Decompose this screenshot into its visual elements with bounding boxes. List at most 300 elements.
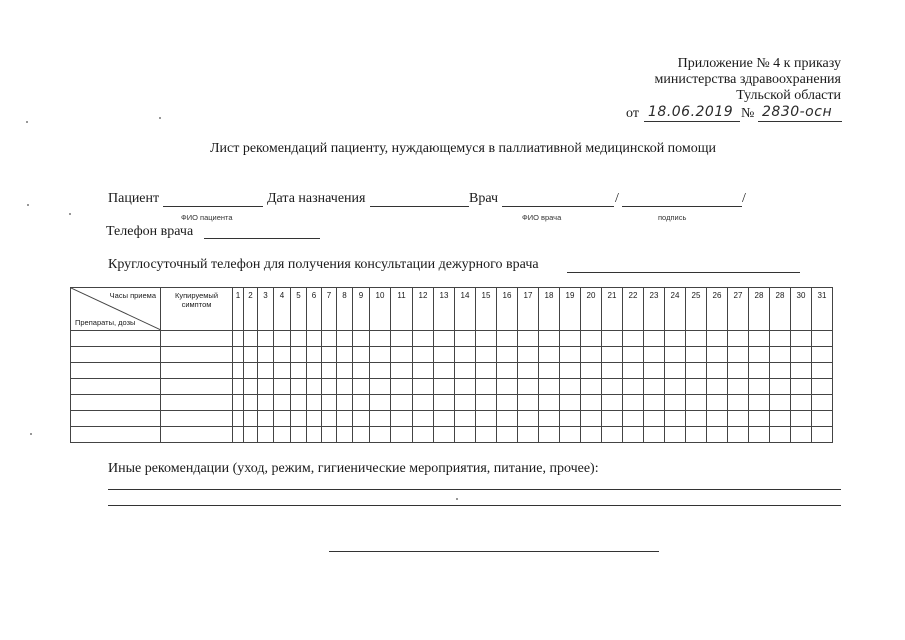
day-number: 14 [460, 291, 470, 300]
day-cell[interactable] [602, 411, 623, 427]
day-cell[interactable] [728, 427, 749, 443]
day-cell[interactable] [337, 379, 353, 395]
day-header-cell [686, 288, 707, 331]
drug-dose-cell[interactable] [71, 427, 161, 443]
day-cell[interactable] [560, 331, 581, 347]
day-cell[interactable] [707, 331, 728, 347]
table-row [71, 331, 833, 347]
day-cell[interactable] [476, 379, 497, 395]
day-cell[interactable] [812, 395, 833, 411]
day-cell[interactable] [391, 411, 413, 427]
day-cell[interactable] [707, 379, 728, 395]
day-cell[interactable] [291, 363, 307, 379]
day-cell[interactable] [581, 347, 602, 363]
day-cell[interactable] [623, 395, 644, 411]
day-cell[interactable] [581, 331, 602, 347]
day-cell[interactable] [602, 347, 623, 363]
symptom-cell[interactable] [161, 331, 233, 347]
day-cell[interactable] [434, 347, 455, 363]
day-cell[interactable] [291, 347, 307, 363]
header-line-1: Приложение № 4 к приказу [677, 56, 841, 71]
day-cell[interactable] [707, 411, 728, 427]
day-cell[interactable] [258, 411, 274, 427]
drug-dose-cell[interactable] [71, 379, 161, 395]
day-cell[interactable] [539, 395, 560, 411]
day-cell[interactable] [274, 347, 291, 363]
day-cell[interactable] [322, 427, 337, 443]
day-cell[interactable] [497, 427, 518, 443]
day-cell[interactable] [791, 347, 812, 363]
day-cell[interactable] [258, 347, 274, 363]
day-number: 11 [397, 291, 406, 300]
day-cell[interactable] [337, 427, 353, 443]
day-cell[interactable] [686, 363, 707, 379]
day-cell[interactable] [749, 427, 770, 443]
day-number: 4 [279, 291, 285, 300]
day-cell[interactable] [707, 363, 728, 379]
day-cell[interactable] [244, 411, 258, 427]
day-cell[interactable] [233, 347, 244, 363]
day-cell[interactable] [476, 427, 497, 443]
day-cell[interactable] [322, 395, 337, 411]
day-cell[interactable] [791, 395, 812, 411]
day-cell[interactable] [560, 395, 581, 411]
day-cell[interactable] [413, 331, 434, 347]
day-cell[interactable] [812, 427, 833, 443]
day-cell[interactable] [686, 331, 707, 347]
day-cell[interactable] [322, 347, 337, 363]
day-cell[interactable] [623, 331, 644, 347]
day-header-cell [497, 288, 518, 331]
day-cell[interactable] [413, 363, 434, 379]
day-cell[interactable] [728, 363, 749, 379]
day-cell[interactable] [581, 427, 602, 443]
day-cell[interactable] [434, 331, 455, 347]
day-header-cell [258, 288, 274, 331]
day-cell[interactable] [518, 411, 539, 427]
day-cell[interactable] [291, 331, 307, 347]
day-cell[interactable] [728, 379, 749, 395]
scan-speck [27, 204, 29, 206]
day-cell[interactable] [476, 395, 497, 411]
day-cell[interactable] [812, 347, 833, 363]
day-cell[interactable] [497, 379, 518, 395]
day-cell[interactable] [581, 411, 602, 427]
symptom-cell[interactable] [161, 427, 233, 443]
day-cell[interactable] [244, 427, 258, 443]
day-cell[interactable] [434, 411, 455, 427]
day-number: 27 [733, 291, 743, 300]
day-cell[interactable] [353, 331, 370, 347]
day-cell[interactable] [434, 379, 455, 395]
table-header-row [71, 288, 833, 331]
day-cell[interactable] [560, 379, 581, 395]
hotline-label: Круглосуточный телефон для получения консультации дежурного врача [108, 257, 539, 272]
day-cell[interactable] [233, 395, 244, 411]
day-cell[interactable] [644, 395, 665, 411]
day-cell[interactable] [623, 379, 644, 395]
day-cell[interactable] [686, 347, 707, 363]
day-cell[interactable] [749, 347, 770, 363]
day-cell[interactable] [413, 395, 434, 411]
day-cell[interactable] [233, 363, 244, 379]
symptom-cell[interactable] [161, 411, 233, 427]
drugs-header: Препараты, дозы [75, 318, 136, 327]
day-cell[interactable] [391, 379, 413, 395]
day-cell[interactable] [353, 363, 370, 379]
day-cell[interactable] [337, 363, 353, 379]
day-cell[interactable] [623, 427, 644, 443]
medication-schedule-table [70, 287, 833, 443]
day-header-cell [665, 288, 686, 331]
day-header-cell [274, 288, 291, 331]
day-cell[interactable] [244, 395, 258, 411]
day-cell[interactable] [602, 331, 623, 347]
day-cell[interactable] [391, 427, 413, 443]
day-cell[interactable] [353, 411, 370, 427]
doctor-phone-field[interactable] [204, 238, 320, 239]
day-cell[interactable] [665, 411, 686, 427]
day-header-cell [322, 288, 337, 331]
day-cell[interactable] [539, 363, 560, 379]
day-cell[interactable] [665, 395, 686, 411]
day-cell[interactable] [274, 411, 291, 427]
day-cell[interactable] [476, 411, 497, 427]
day-cell[interactable] [518, 363, 539, 379]
day-cell[interactable] [686, 427, 707, 443]
day-number: 22 [628, 291, 638, 300]
day-cell[interactable] [291, 379, 307, 395]
hotline-field[interactable] [567, 272, 800, 273]
recommendations-line-2[interactable] [108, 505, 841, 506]
day-cell[interactable] [337, 411, 353, 427]
day-cell[interactable] [413, 347, 434, 363]
day-cell[interactable] [391, 331, 413, 347]
day-cell[interactable] [728, 331, 749, 347]
day-cell[interactable] [353, 427, 370, 443]
day-cell[interactable] [391, 347, 413, 363]
day-cell[interactable] [244, 379, 258, 395]
symptom-cell[interactable] [161, 395, 233, 411]
day-cell[interactable] [644, 379, 665, 395]
day-cell[interactable] [307, 427, 322, 443]
day-cell[interactable] [413, 427, 434, 443]
day-cell[interactable] [602, 379, 623, 395]
day-cell[interactable] [274, 379, 291, 395]
day-cell[interactable] [434, 395, 455, 411]
day-header-cell [791, 288, 812, 331]
day-cell[interactable] [497, 411, 518, 427]
day-cell[interactable] [233, 427, 244, 443]
day-cell[interactable] [274, 331, 291, 347]
day-cell[interactable] [518, 395, 539, 411]
day-cell[interactable] [623, 411, 644, 427]
day-cell[interactable] [233, 331, 244, 347]
day-cell[interactable] [791, 379, 812, 395]
drug-dose-cell[interactable] [71, 395, 161, 411]
patient-field[interactable] [163, 206, 263, 207]
day-number: 30 [796, 291, 806, 300]
day-header-cell [337, 288, 353, 331]
day-cell[interactable] [258, 427, 274, 443]
day-cell[interactable] [233, 411, 244, 427]
symptom-cell[interactable] [161, 379, 233, 395]
day-cell[interactable] [749, 331, 770, 347]
day-cell[interactable] [749, 363, 770, 379]
day-cell[interactable] [244, 331, 258, 347]
day-cell[interactable] [455, 379, 476, 395]
day-cell[interactable] [337, 395, 353, 411]
day-number: 9 [358, 291, 364, 300]
day-cell[interactable] [258, 379, 274, 395]
day-cell[interactable] [539, 411, 560, 427]
day-cell[interactable] [770, 427, 791, 443]
day-number: 6 [311, 291, 317, 300]
day-cell[interactable] [665, 379, 686, 395]
day-cell[interactable] [370, 395, 391, 411]
day-cell[interactable] [749, 395, 770, 411]
day-cell[interactable] [539, 427, 560, 443]
day-cell[interactable] [707, 427, 728, 443]
day-cell[interactable] [476, 363, 497, 379]
day-cell[interactable] [476, 347, 497, 363]
day-number: 28 [754, 291, 764, 300]
day-cell[interactable] [665, 427, 686, 443]
day-cell[interactable] [307, 347, 322, 363]
day-cell[interactable] [665, 363, 686, 379]
day-cell[interactable] [728, 395, 749, 411]
day-cell[interactable] [581, 379, 602, 395]
day-number: 25 [691, 291, 701, 300]
day-cell[interactable] [391, 363, 413, 379]
day-cell[interactable] [539, 331, 560, 347]
day-cell[interactable] [497, 347, 518, 363]
day-cell[interactable] [322, 363, 337, 379]
scan-speck [69, 213, 71, 215]
symptom-header: Купируемый симптом [174, 291, 219, 309]
day-cell[interactable] [812, 411, 833, 427]
day-cell[interactable] [337, 347, 353, 363]
day-number: 20 [586, 291, 596, 300]
day-number: 5 [296, 291, 301, 300]
day-cell[interactable] [307, 411, 322, 427]
day-cell[interactable] [602, 395, 623, 411]
day-number: 23 [649, 291, 659, 300]
day-cell[interactable] [370, 427, 391, 443]
day-cell[interactable] [560, 411, 581, 427]
day-header-cell [413, 288, 434, 331]
table-row [71, 411, 833, 427]
day-cell[interactable] [244, 363, 258, 379]
day-cell[interactable] [644, 427, 665, 443]
day-cell[interactable] [686, 395, 707, 411]
day-cell[interactable] [791, 411, 812, 427]
day-number: 28 [775, 291, 785, 300]
day-number: 1 [235, 291, 241, 300]
day-cell[interactable] [581, 395, 602, 411]
doctor-field[interactable] [502, 206, 614, 207]
signature-field[interactable] [622, 206, 742, 207]
day-cell[interactable] [455, 347, 476, 363]
day-cell[interactable] [337, 331, 353, 347]
scan-speck [159, 117, 161, 119]
day-header-cell [291, 288, 307, 331]
day-cell[interactable] [258, 395, 274, 411]
day-cell[interactable] [623, 347, 644, 363]
day-cell[interactable] [812, 363, 833, 379]
page-title: Лист рекомендаций пациенту, нуждающемуся в паллиативной медицинской помощи [210, 141, 717, 156]
day-cell[interactable] [518, 427, 539, 443]
day-cell[interactable] [644, 363, 665, 379]
day-cell[interactable] [434, 427, 455, 443]
day-cell[interactable] [455, 411, 476, 427]
day-cell[interactable] [749, 411, 770, 427]
symptom-cell[interactable] [161, 347, 233, 363]
day-cell[interactable] [274, 395, 291, 411]
day-cell[interactable] [770, 363, 791, 379]
day-cell[interactable] [770, 347, 791, 363]
day-cell[interactable] [353, 395, 370, 411]
day-cell[interactable] [602, 427, 623, 443]
patient-caption: ФИО пациента [181, 213, 233, 222]
day-cell[interactable] [455, 363, 476, 379]
day-cell[interactable] [353, 347, 370, 363]
day-number: 3 [263, 291, 268, 300]
day-cell[interactable] [518, 379, 539, 395]
day-cell[interactable] [476, 331, 497, 347]
symptom-cell[interactable] [161, 363, 233, 379]
day-cell[interactable] [434, 363, 455, 379]
day-cell[interactable] [497, 363, 518, 379]
patient-label: Пациент [108, 191, 160, 206]
day-header-cell [455, 288, 476, 331]
day-cell[interactable] [812, 379, 833, 395]
day-cell[interactable] [665, 331, 686, 347]
day-cell[interactable] [291, 427, 307, 443]
drug-dose-cell[interactable] [71, 347, 161, 363]
day-header-cell [307, 288, 322, 331]
day-cell[interactable] [707, 347, 728, 363]
day-cell[interactable] [307, 363, 322, 379]
day-cell[interactable] [749, 379, 770, 395]
day-cell[interactable] [707, 395, 728, 411]
day-number: 7 [326, 291, 332, 300]
day-cell[interactable] [539, 347, 560, 363]
day-cell[interactable] [791, 363, 812, 379]
day-cell[interactable] [560, 363, 581, 379]
day-cell[interactable] [322, 411, 337, 427]
day-cell[interactable] [413, 411, 434, 427]
day-cell[interactable] [455, 427, 476, 443]
day-cell[interactable] [258, 331, 274, 347]
day-cell[interactable] [322, 379, 337, 395]
day-cell[interactable] [560, 427, 581, 443]
day-cell[interactable] [497, 331, 518, 347]
day-cell[interactable] [644, 347, 665, 363]
day-cell[interactable] [623, 363, 644, 379]
day-cell[interactable] [274, 363, 291, 379]
day-cell[interactable] [791, 427, 812, 443]
bottom-signature-line[interactable] [329, 551, 659, 552]
order-number-handwritten: 2830-осн [762, 104, 833, 120]
day-cell[interactable] [770, 395, 791, 411]
day-cell[interactable] [770, 379, 791, 395]
day-cell[interactable] [518, 331, 539, 347]
order-date-handwritten: 18.06.2019 [648, 104, 734, 120]
table-row [71, 363, 833, 379]
day-cell[interactable] [728, 411, 749, 427]
day-cell[interactable] [455, 395, 476, 411]
day-cell[interactable] [258, 363, 274, 379]
day-cell[interactable] [602, 363, 623, 379]
day-cell[interactable] [370, 379, 391, 395]
day-cell[interactable] [455, 331, 476, 347]
day-number: 10 [375, 291, 385, 300]
day-cell[interactable] [370, 347, 391, 363]
day-cell[interactable] [391, 395, 413, 411]
day-number: 8 [342, 291, 347, 300]
day-cell[interactable] [518, 347, 539, 363]
day-cell[interactable] [307, 395, 322, 411]
signature-caption: подпись [658, 213, 687, 222]
drug-dose-cell[interactable] [71, 411, 161, 427]
day-cell[interactable] [291, 411, 307, 427]
header-line-2: министерства здравоохранения [654, 72, 841, 87]
day-cell[interactable] [307, 379, 322, 395]
day-header-cell [812, 288, 833, 331]
day-cell[interactable] [644, 331, 665, 347]
day-cell[interactable] [370, 411, 391, 427]
day-header-cell [623, 288, 644, 331]
day-cell[interactable] [560, 347, 581, 363]
day-cell[interactable] [665, 347, 686, 363]
day-cell[interactable] [770, 411, 791, 427]
day-cell[interactable] [233, 379, 244, 395]
day-cell[interactable] [413, 379, 434, 395]
day-number: 21 [607, 291, 617, 300]
drug-dose-cell[interactable] [71, 331, 161, 347]
day-cell[interactable] [791, 331, 812, 347]
day-cell[interactable] [370, 331, 391, 347]
day-cell[interactable] [322, 331, 337, 347]
day-cell[interactable] [539, 379, 560, 395]
day-cell[interactable] [686, 411, 707, 427]
day-cell[interactable] [770, 331, 791, 347]
day-cell[interactable] [274, 427, 291, 443]
doctor-phone-label: Телефон врача [106, 224, 194, 239]
date-field[interactable] [370, 206, 469, 207]
day-cell[interactable] [686, 379, 707, 395]
day-cell[interactable] [244, 347, 258, 363]
drug-dose-cell[interactable] [71, 363, 161, 379]
order-number-label: № [741, 106, 755, 121]
day-cell[interactable] [291, 395, 307, 411]
day-header-cell [560, 288, 581, 331]
recommendations-line-1[interactable] [108, 489, 841, 490]
day-cell[interactable] [497, 395, 518, 411]
day-cell[interactable] [307, 331, 322, 347]
day-number: 16 [502, 291, 512, 300]
day-cell[interactable] [353, 379, 370, 395]
day-cell[interactable] [728, 347, 749, 363]
day-cell[interactable] [370, 363, 391, 379]
day-cell[interactable] [812, 331, 833, 347]
scan-speck [26, 121, 28, 123]
day-cell[interactable] [644, 411, 665, 427]
day-header-cell [770, 288, 791, 331]
doctor-caption: ФИО врача [522, 213, 562, 222]
day-cell[interactable] [581, 363, 602, 379]
